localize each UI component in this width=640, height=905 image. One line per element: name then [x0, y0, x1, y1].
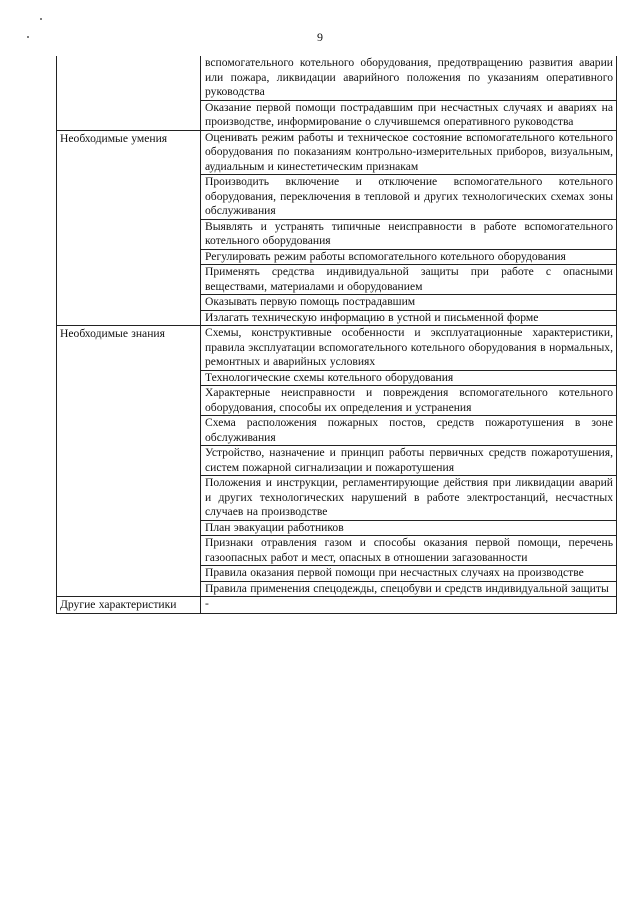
table-row [57, 326, 617, 371]
cell-text: Признаки отравления газом и способы оказания первой помощи, перечень газоопасных работ и мест, опасных в отношении загазованности [201, 536, 617, 566]
cell-text: Характерные неисправности и повреждения вспомогательного котельного оборудования, способы их определения и устранения [201, 386, 617, 416]
cell-text: Оценивать режим работы и техническое состояние вспомогательного котельного оборудования по показаниям контрольно-измерительных приборов, визуальным, аудиальным и кинестетическим признакам [201, 130, 617, 175]
cell-text: План эвакуации работников [201, 520, 617, 536]
cell-text: - [201, 597, 617, 614]
cell-text: Правила оказания первой помощи при несчастных случаях на производстве [201, 566, 617, 582]
cell-text: Производить включение и отключение вспомогательного котельного оборудования, переключения в тепловой и других технологических схемах зоны обслуживания [201, 175, 617, 220]
cell-text: Применять средства индивидуальной защиты при работе с опасными веществами, материалами и оборудованием [201, 265, 617, 295]
cell-text: Правила применения спецодежды, спецобуви и средств индивидуальной защиты [201, 581, 617, 597]
cell-text: Схемы, конструктивные особенности и эксплуатационные характеристики, правила эксплуатации вспомогательного котельного оборудования в нормальных, ремонтных и аварийных условиях [201, 326, 617, 371]
row-label-continued [57, 56, 201, 130]
qualification-table [56, 56, 617, 614]
cell-text: Регулировать режим работы вспомогательного котельного оборудования [201, 249, 617, 265]
cell-text: Технологические схемы котельного оборудования [201, 370, 617, 386]
cell-text: Выявлять и устранять типичные неисправности в работе вспомогательного котельного оборудования [201, 219, 617, 249]
row-label-knowledge: Необходимые знания [57, 326, 201, 597]
row-label-skills: Необходимые умения [57, 130, 201, 326]
page-number: 9 [317, 30, 323, 44]
cell-text: Излагать техническую информацию в устной и письменной форме [201, 310, 617, 326]
scan-speck [40, 18, 42, 20]
cell-text: Устройство, назначение и принцип работы первичных средств пожаротушения, систем пожарной сигнализации и пожаротушения [201, 446, 617, 476]
cell-text: Оказывать первую помощь пострадавшим [201, 295, 617, 311]
table-row [57, 130, 617, 175]
row-label-other: Другие характеристики [57, 597, 201, 614]
cell-text: Положения и инструкции, регламентирующие действия при ликвидации аварий и других технологических нарушений в работе электростанций, несчастных случаев на производстве [201, 476, 617, 521]
table-row [57, 56, 617, 100]
cell-text: Схема расположения пожарных постов, средств пожаротушения в зоне обслуживания [201, 416, 617, 446]
table-row [57, 597, 617, 614]
cell-text: Оказание первой помощи пострадавшим при несчастных случаях и авариях на производстве, информирование о случившемся оперативного руководства [201, 100, 617, 130]
cell-text: вспомогательного котельного оборудования, предотвращению развития аварии или пожара, ликвидации аварийного положения по указаниям оперативного руководства [201, 56, 617, 100]
